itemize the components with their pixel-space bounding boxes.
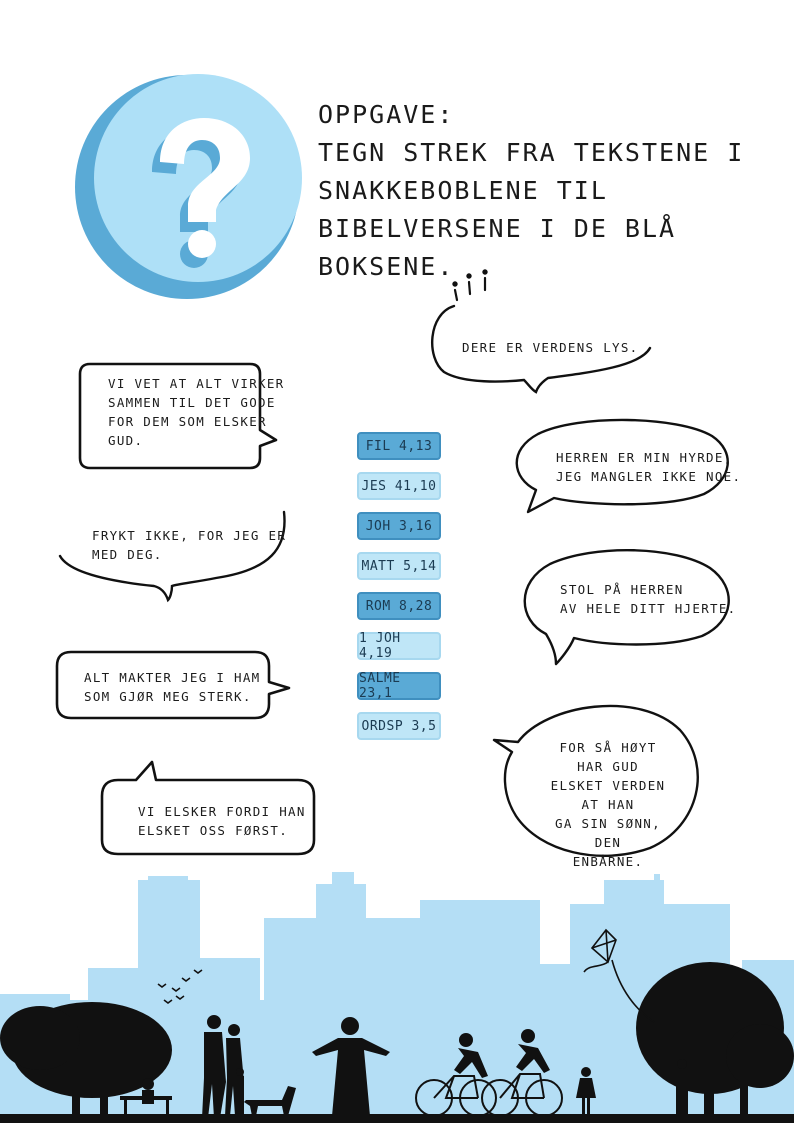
bubble-5-text <box>462 338 639 357</box>
bubble-1-line: SAMMEN TIL DET GODE <box>108 395 276 410</box>
verse-box[interactable]: 1 JOH 4,19 <box>357 632 441 660</box>
verse-box[interactable]: JES 41,10 <box>357 472 441 500</box>
bubble-4-line: ELSKET OSS FØRST. <box>138 823 289 838</box>
bubble-2-text <box>92 526 286 564</box>
bubble-4-line: VI ELSKER FORDI HAN <box>138 804 306 819</box>
bubble-1-text <box>108 374 285 450</box>
verse-box[interactable]: MATT 5,14 <box>357 552 441 580</box>
bubble-1-line: GUD. <box>108 433 144 448</box>
bubble-6-text <box>556 448 741 486</box>
heading-line-3: SNAKKEBOBLENE TIL <box>318 176 608 205</box>
bubble-1-line: VI VET AT ALT VIRKER <box>108 376 285 391</box>
heading-line-4: BIBELVERSENE I DE BLÅ BOKSENE. <box>318 214 677 281</box>
bubble-7-text <box>560 580 737 618</box>
bubble-3-line: SOM GJØR MEG STERK. <box>84 689 252 704</box>
bubble-7-line: AV HELE DITT HJERTE. <box>560 601 737 616</box>
verse-box[interactable]: ROM 8,28 <box>357 592 441 620</box>
bubble-5-line: DERE ER VERDENS LYS. <box>462 340 639 355</box>
verse-box[interactable]: JOH 3,16 <box>357 512 441 540</box>
verse-box[interactable]: FIL 4,13 <box>357 432 441 460</box>
heading-line-2: TEGN STREK FRA TEKSTENE I <box>318 138 745 167</box>
verse-box[interactable]: SALME 23,1 <box>357 672 441 700</box>
question-mark-icon <box>72 72 302 302</box>
city-skyline-illustration <box>0 860 794 1123</box>
bubble-6-line: HERREN ER MIN HYRDE, <box>556 450 733 465</box>
bubble-8-line: ELSKET VERDEN AT HAN <box>550 778 666 812</box>
bubble-4-text <box>138 802 306 840</box>
bubble-2-line: FRYKT IKKE, FOR JEG ER <box>92 528 287 543</box>
verse-list <box>357 432 443 752</box>
bubble-8-text <box>542 738 674 871</box>
bubble-7-line: STOL PÅ HERREN <box>560 582 684 597</box>
bubble-6-line: JEG MANGLER IKKE NOE. <box>556 469 742 484</box>
verse-box[interactable]: ORDSP 3,5 <box>357 712 441 740</box>
bubble-8-line: FOR SÅ HØYT HAR GUD <box>559 740 657 774</box>
bubble-3-text <box>84 668 261 706</box>
heading-line-1: OPPGAVE: <box>318 100 455 129</box>
bubble-8-line: ENBÅRNE. <box>572 854 644 869</box>
bubble-1-line: FOR DEM SOM ELSKER <box>108 414 267 429</box>
bubble-2-line: MED DEG. <box>92 547 163 562</box>
task-heading <box>318 96 758 286</box>
bubble-3-line: ALT MAKTER JEG I HAM <box>84 670 261 685</box>
bubble-8-line: GA SIN SØNN, DEN <box>555 816 661 850</box>
